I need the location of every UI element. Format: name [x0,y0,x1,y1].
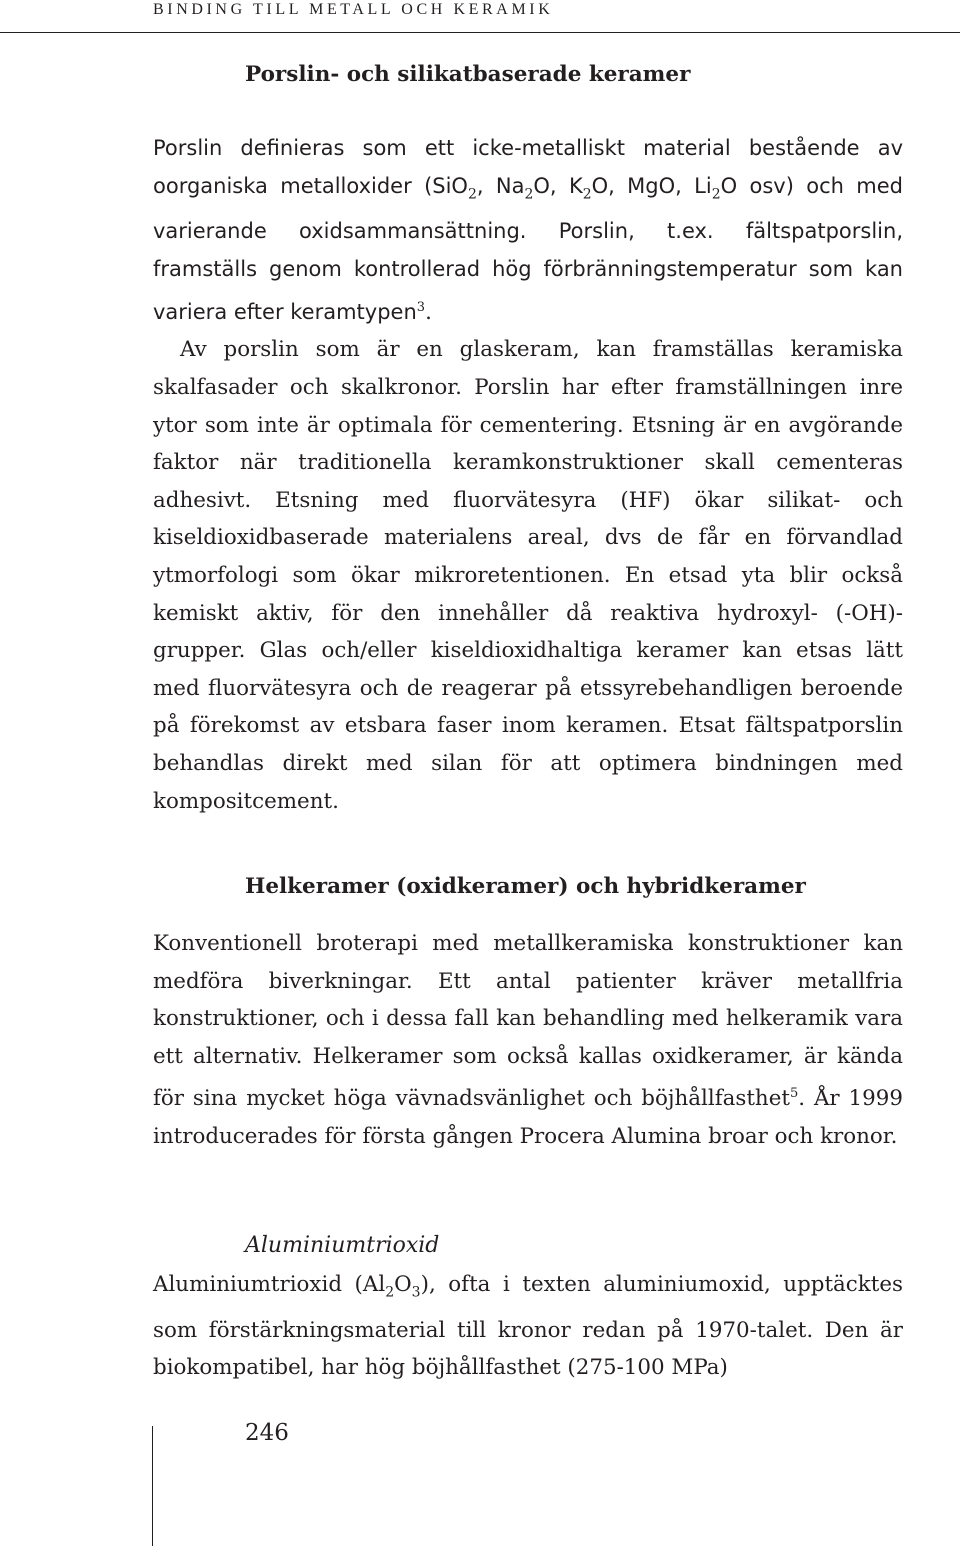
text-run: Konventionell broterapi med metallkeramiska konstruktioner kan medföra biverkningar. Ett antal patienter kräver metallfria konstruktioner, och i dessa fall kan behandling med helkeramik vara ett alternativ. Helkeramer som också kallas oxidkeramer, är kända för sina mycket höga vävnadsvänlighet och böjhållfasthet [153,931,903,1112]
running-head: BINDING TILL METALL OCH KERAMIK [153,1,554,18]
subscript: 2 [385,1284,395,1301]
subscript: 2 [711,185,721,202]
footnote-ref: 5 [789,1086,799,1102]
text-run: ), ofta i texten aluminiumoxid, upptäcktes som förstärkningsmaterial till kronor redan på 1970-talet. Den är biokompatibel, har hög böjhållfasthet (275-100 MPa) [153,1272,903,1381]
text-run: . År 1999 introducerades för första gången Procera Alumina broar och kronor. [153,1086,903,1150]
section-heading-helkeramer: Helkeramer (oxidkeramer) och hybridkeramer [245,874,806,899]
section1-body [153,130,903,820]
text-run: Aluminiumtrioxid (Al [153,1272,386,1297]
footer-rule [152,1426,153,1546]
section2-body [153,925,903,1156]
subscript: 2 [582,185,592,202]
footnote-ref: 3 [416,299,426,315]
paragraph-porslin-definition [153,130,903,331]
text-run: , Na [476,173,525,198]
paragraph-aluminiumtrioxid [153,1266,903,1387]
paragraph-etsning: Av porslin som är en glaskeram, kan framställas keramiska skalfasader och skalkronor. Porslin har efter framställningen inre ytor som inte är optimala för cementering. Etsning är en avgörande faktor när traditionella keramkonstruktioner skall cementeras adhesivt. Etsning med fluorvätesyra (HF) ökar silikat- och kiseldioxidbaserade materialens areal, dvs de får en förvandlad ytmorfologi som ökar mikroretentionen. En etsad yta blir också kemiskt aktiv, för den innehåller då reaktiva hydroxyl- (-OH)-grupper. Glas och/eller kiseldioxidhaltiga keramer kan etsas lätt med fluorvätesyra och de reagerar på etssyrebehandligen beroende på förekomst av etsbara faser inom keramen. Etsat fältspatporslin behandlas direkt med silan för att optimera bindningen med kompositcement. [153,337,903,814]
text-run: . [425,299,432,325]
subheading-aluminiumtrioxid: Aluminiumtrioxid [245,1233,440,1258]
page-number: 246 [245,1420,289,1446]
text-run: O, K [533,173,583,198]
section-heading-porslin: Porslin- och silikatbaserade keramer [245,62,691,87]
subscript: 3 [411,1284,421,1301]
header-rule [0,32,960,33]
text-run: O [394,1272,412,1297]
text-run: O osv) och med varierande oxidsammansättning. Porslin, t.ex. fältspatporslin, framställs genom kontrollerad hög förbränningstemperatur som kan variera efter keramtypen [153,173,904,324]
subscript: 2 [467,185,477,202]
paragraph-helkeramer [153,925,903,1156]
text-run: Porslin definieras som ett icke-metalliskt material bestående av oorganiska metalloxider (SiO [153,136,903,198]
text-run: O, MgO, Li [591,173,712,198]
section2-body-continued [153,1266,903,1387]
subscript: 2 [524,185,534,202]
